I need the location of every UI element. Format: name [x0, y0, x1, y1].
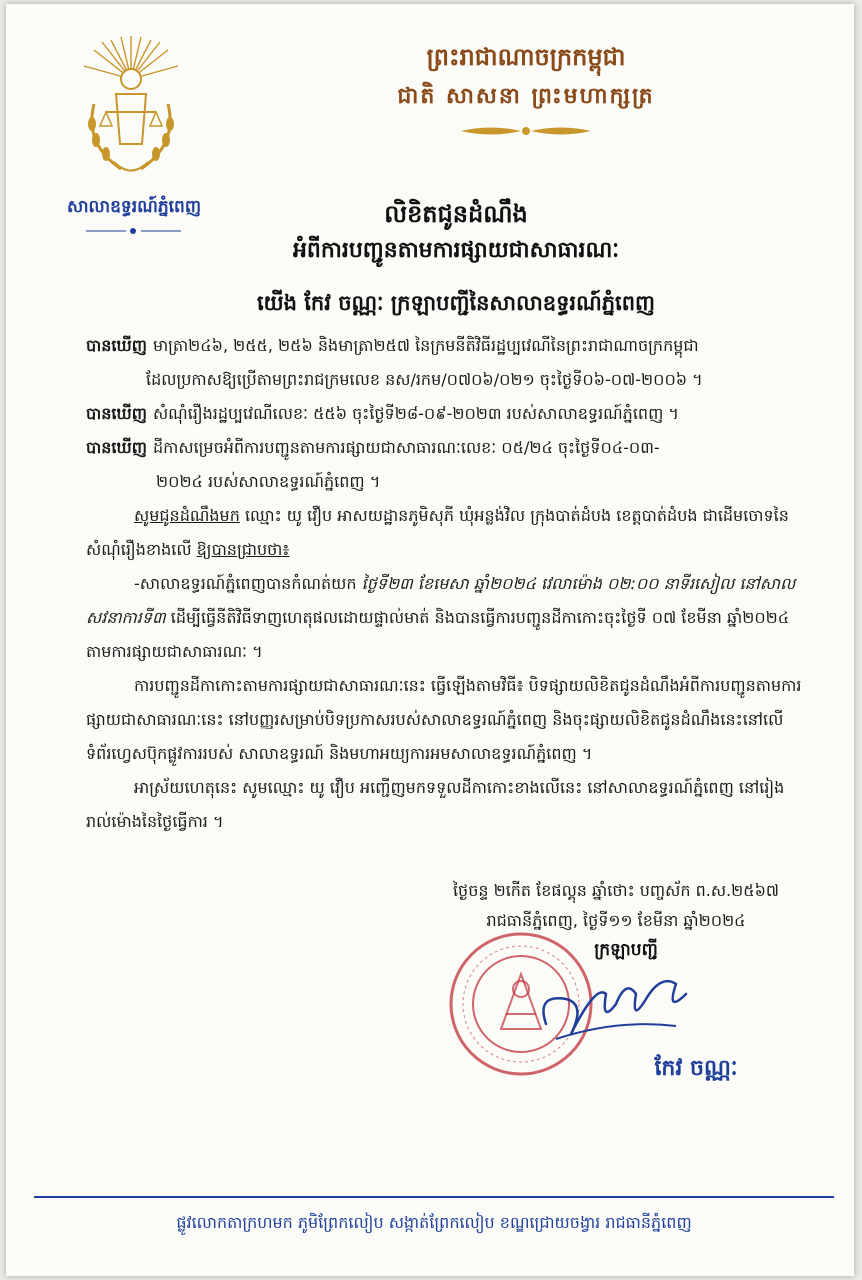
lead-word: បានឃើញ	[86, 404, 147, 423]
paragraph-legal-basis-2: បានឃើញ សំណុំរឿងរដ្ឋប្បវេណីលេខៈ ៥៥៦ ចុះថ្ងៃទី២៨-០៩-២០២៣ របស់សាលាឧទ្ធរណ៍ភ្នំពេញ ។	[86, 404, 679, 423]
date-block	[426, 876, 806, 936]
handwritten-signature	[526, 964, 696, 1054]
document-title: លិខិតជូនដំណឹង	[384, 200, 528, 228]
national-motto: ជាតិ សាសនា ព្រះមហាក្សត្រ	[397, 84, 655, 109]
paragraph-notification: សូមជូនដំណឹងមក ឈ្មោះ យូ វឿប អាសយដ្ឋានភូមិសុភី ឃុំអន្លង់វិល ក្រុងបាត់ដំបង ខេត្តបាត់ដំបង ជាដើមចោទនៃសំណុំរឿងខាងលើ ឱ្យបានជ្រាបថា៖	[86, 506, 789, 559]
signer-name: កែវ ចណ្ណៈ	[654, 1056, 738, 1081]
paragraph-legal-basis-3-cont: ២០២៤ របស់សាលាឧទ្ធរណ៍ភ្នំពេញ ។	[156, 472, 381, 491]
kingdom-heading: ព្រះរាជាណាចក្រកម្ពុជា	[426, 43, 626, 71]
header-ornament-icon	[461, 124, 591, 138]
issuer-line: យើង កែវ ចណ្ណៈ ក្រឡាបញ្ជីនៃសាលាឧទ្ធរណ៍ភ្នំពេញ	[256, 291, 656, 315]
lead-word: បានឃើញ	[86, 438, 147, 457]
paragraph-request: អាស្រ័យហេតុនេះ សូមឈ្មោះ យូ វឿប អញ្ជើញមកទទួលដីកាកោះខាងលើនេះ នៅសាលាឧទ្ធរណ៍ភ្នំពេញ នៅរៀងរាល់ម៉ោងនៃថ្ងៃធ្វើការ ។	[86, 778, 785, 831]
solar-date: រាជធានីភ្នំពេញ, ថ្ងៃទី១១ ខែមីនា ឆ្នាំ២០២៤	[486, 911, 746, 930]
footer-address: ផ្លូវលោកតាក្រហមក ភូមិព្រែកលៀប សង្កាត់ព្រែកលៀប ខណ្ឌជ្រោយចង្វារ រាជធានីភ្នំពេញ	[176, 1213, 692, 1232]
document-subtitle: អំពីការបញ្ជូនតាមការផ្សាយជាសាធារណៈ	[292, 238, 620, 263]
court-emblem-icon	[76, 34, 186, 194]
signer-title: ក្រឡាបញ្ជី	[594, 940, 658, 960]
paragraph-legal-basis-1-cont: ដែលប្រកាសឱ្យប្រើតាមព្រះរាជក្រមលេខ នស/រកម/០៧០៦/០២១ ចុះថ្ងៃទី០៦-០៧-២០០៦ ។	[146, 370, 703, 389]
court-name: សាលាឧទ្ធរណ៍ភ្នំពេញ	[66, 197, 202, 217]
paragraph-legal-basis-3: បានឃើញ ដីកាសម្រេចអំពីការបញ្ជូនតាមការផ្សាយជាសាធារណៈលេខៈ ០៥/២៤ ចុះថ្ងៃទី០៤-០៣-	[86, 438, 660, 457]
document-body	[86, 329, 806, 839]
document-page	[6, 4, 854, 1276]
paragraph-hearing: -សាលាឧទ្ធរណ៍ភ្នំពេញបានកំណត់យក ថ្ងៃទី២៣ ខែមេសា ឆ្នាំ២០២៤ វេលាម៉ោង ០២:០០ នាទីរសៀល នៅសាលសវនាការទី៣ ដើម្បីធ្វើនីតិវិធីទាញហេតុផលដោយផ្ទាល់មាត់ និងបានធ្វើការបញ្ជូនដីកាកោះចុះថ្ងៃទី ០៧ ខែមីនា ឆ្នាំ២០២៤ តាមការផ្សាយជាសាធារណៈ ។	[86, 574, 796, 661]
footer-divider	[34, 1196, 834, 1198]
paragraph-method: ការបញ្ជូនដីកាកោះតាមការផ្សាយជាសាធារណៈនេះ ធ្វើឡើងតាមវិធី៖ បិទផ្សាយលិខិតជូនដំណឹងអំពីការបញ្ជូនតាមការផ្សាយជាសាធារណៈនេះ នៅបញ្ញរសម្រាប់បិទប្រកាសរបស់សាលាឧទ្ធរណ៍ភ្នំពេញ និងចុះផ្សាយលិខិតជូនដំណឹងនេះនៅលើទំព័រហ្វេសប៊ុកផ្លូវការរបស់ សាលាឧទ្ធរណ៍ និងមហាអយ្យការអមសាលាឧទ្ធរណ៍ភ្នំពេញ ។	[86, 676, 802, 763]
paragraph-legal-basis-1: បានឃើញ មាត្រា២៤៦, ២៥៥, ២៥៦ និងមាត្រា២៥៧ នៃក្រមនីតិវិធីរដ្ឋប្បវេណីនៃព្រះរាជាណាចក្រកម្ពុជា	[86, 336, 699, 355]
lead-word: បានឃើញ	[86, 336, 147, 355]
lunar-date: ថ្ងៃចន្ទ ២កើត ខែផល្គុន ឆ្នាំថោះ បញ្ចស័ក ព.ស.២៥៦៧	[452, 881, 780, 900]
